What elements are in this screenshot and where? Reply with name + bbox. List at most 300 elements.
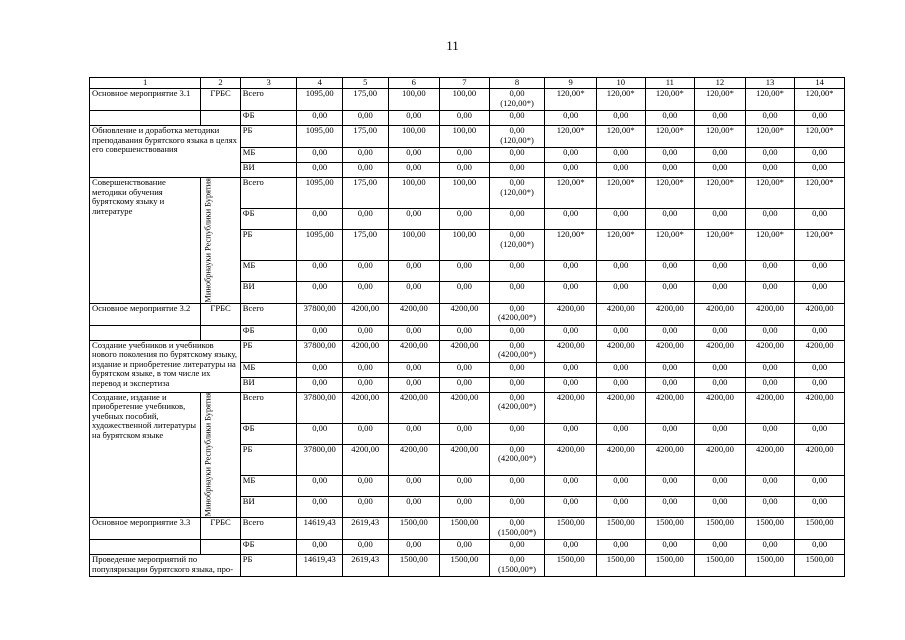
value-cell: [695, 325, 746, 340]
value-cell: [795, 392, 845, 423]
value-cell: [388, 377, 440, 392]
value-text: 0,00: [662, 496, 678, 506]
value-text: 0,00: [563, 475, 579, 485]
value-cell: [645, 325, 695, 340]
value-text: 2619,43: [351, 554, 380, 565]
value-cell: [745, 325, 795, 340]
source-cell: Всего: [240, 303, 297, 325]
value-text: 0,00: [456, 362, 472, 372]
value-text: 14619,43: [303, 517, 336, 528]
value-cell: [745, 303, 795, 325]
value-text: 120,00*: [606, 125, 635, 135]
value-text: 0,00: [312, 208, 328, 219]
value-text: 0,00: [762, 377, 778, 387]
value-cell: [645, 444, 695, 475]
value-text: 0,00: [762, 208, 778, 219]
value-cell: [297, 540, 343, 555]
value-text: 120,00*: [756, 177, 784, 187]
value-cell: [596, 89, 645, 111]
value-cell: [695, 178, 746, 209]
value-cell: [388, 282, 440, 303]
value-text: 0,00: [812, 147, 828, 157]
value-cell: [596, 282, 645, 303]
value-text: 4200,00: [756, 392, 784, 402]
value-text: 0,00: [613, 162, 629, 172]
value-text: 1095,00: [305, 229, 334, 240]
value-text: 100,00: [452, 229, 477, 240]
value-text: 0,00: [357, 325, 373, 335]
value-text: 0,00: [406, 162, 422, 172]
value-text: 1095,00: [305, 88, 334, 98]
value-cell: [645, 377, 695, 392]
value-cell: [745, 496, 795, 517]
value-text: 0,00: [509, 362, 525, 372]
table-row: [90, 178, 845, 209]
value-text: 1095,00: [305, 125, 334, 135]
value-cell: [795, 496, 845, 517]
value-text: 0,00: [762, 325, 778, 335]
value-cell: [545, 126, 597, 148]
value-text: 4200,00: [351, 340, 380, 350]
value-text: 2619,43: [351, 517, 380, 528]
value-cell: [440, 392, 490, 423]
value-cell: [795, 540, 845, 555]
source-cell: ФБ: [240, 540, 297, 555]
measure-name-cell: Основное мероприятие 3.2: [90, 303, 201, 325]
value-cell: [545, 178, 597, 209]
value-cell: [795, 555, 845, 577]
value-text: 0,00: [456, 281, 472, 292]
value-cell: [695, 126, 746, 148]
value-cell: [545, 325, 597, 340]
value-cell: [745, 444, 795, 475]
reserve-value-text: (4200,00*): [498, 401, 536, 412]
value-text: 4200,00: [606, 444, 635, 454]
value-text: 4200,00: [756, 340, 784, 350]
value-cell: [342, 325, 388, 340]
value-cell: [388, 555, 440, 577]
value-text: 120,00*: [606, 229, 635, 240]
value-cell: [745, 126, 795, 148]
value-text: 0,00: [712, 475, 728, 485]
value-text: 100,00: [402, 88, 426, 98]
value-cell: [695, 340, 746, 362]
value-text: 0,00: [456, 162, 472, 172]
value-cell: [695, 89, 746, 111]
value-text: 0,00: [762, 362, 778, 372]
value-text: 0,00: [712, 377, 728, 387]
value-cell: [297, 377, 343, 392]
value-cell: [489, 261, 545, 282]
value-cell: [695, 392, 746, 423]
value-text: 0,00: [406, 423, 422, 433]
value-text: 0,00: [812, 362, 828, 372]
value-cell: [596, 362, 645, 377]
value-text: 4200,00: [756, 444, 784, 454]
value-cell: [795, 148, 845, 163]
value-text: 0,00: [662, 325, 678, 335]
value-text: 4200,00: [351, 303, 380, 313]
value-text: 4200,00: [450, 340, 479, 350]
value-text: 0,00: [509, 475, 525, 485]
value-cell: [440, 377, 490, 392]
value-cell: [297, 362, 343, 377]
value-cell: [489, 126, 545, 148]
value-text: 14619,43: [303, 554, 336, 565]
value-cell: [489, 518, 545, 540]
page-number: 11: [446, 38, 459, 53]
value-text: 0,00: [509, 162, 525, 172]
value-text: 0,00: [312, 162, 328, 172]
value-text: 100,00: [452, 125, 477, 135]
value-text: 0,00: [312, 423, 328, 433]
table-row: [90, 325, 845, 340]
value-cell: [745, 111, 795, 126]
value-cell: [388, 230, 440, 261]
value-text: 0,00: [662, 539, 678, 550]
value-cell: [489, 230, 545, 261]
value-cell: [489, 392, 545, 423]
value-cell: [342, 261, 388, 282]
value-cell: [795, 340, 845, 362]
value-text: 120,00*: [756, 125, 784, 135]
value-cell: [695, 444, 746, 475]
value-text: 1500,00: [705, 554, 734, 565]
value-cell: [596, 423, 645, 444]
value-cell: [342, 209, 388, 230]
value-cell: [795, 209, 845, 230]
value-cell: [695, 261, 746, 282]
value-text: 0,00: [563, 377, 579, 387]
value-cell: [596, 163, 645, 178]
value-cell: [388, 540, 440, 555]
value-text: 0,00: [762, 281, 778, 292]
value-cell: [596, 325, 645, 340]
value-text: 1500,00: [450, 517, 479, 528]
column-number-cell: 13: [745, 78, 795, 89]
value-text: 0,00: [456, 110, 472, 120]
value-text: 0,00: [613, 260, 629, 271]
value-cell: [795, 377, 845, 392]
value-cell: [695, 148, 746, 163]
value-cell: [297, 496, 343, 517]
value-text: 37800,00: [303, 392, 336, 402]
value-text: 0,00: [662, 260, 678, 271]
value-cell: [545, 555, 597, 577]
value-text: 0,00: [613, 110, 629, 120]
value-text: 4200,00: [351, 444, 380, 454]
value-cell: [545, 89, 597, 111]
value-cell: [440, 518, 490, 540]
table-row: [90, 111, 845, 126]
table-row: [90, 340, 845, 362]
value-text: 120,00*: [805, 229, 834, 240]
value-cell: [440, 163, 490, 178]
value-cell: [795, 282, 845, 303]
value-cell: [342, 178, 388, 209]
value-text: 0,00: [406, 281, 422, 292]
value-text: 4200,00: [805, 303, 834, 313]
column-number-cell: 6: [388, 78, 440, 89]
value-cell: [745, 209, 795, 230]
value-text: 120,00*: [556, 177, 585, 187]
value-text: 4200,00: [399, 340, 428, 350]
value-cell: [489, 111, 545, 126]
value-text: 0,00: [662, 147, 678, 157]
value-cell: [440, 362, 490, 377]
value-text: 0,00: [509, 110, 525, 120]
value-cell: [545, 496, 597, 517]
executor-cell: [201, 540, 240, 555]
value-cell: [297, 126, 343, 148]
table-row: [90, 555, 845, 577]
value-cell: [440, 444, 490, 475]
value-text: 0,00: [312, 475, 328, 485]
value-cell: [596, 230, 645, 261]
value-text: 0,00: [456, 208, 472, 219]
value-cell: [596, 496, 645, 517]
column-number-cell: 12: [695, 78, 746, 89]
value-cell: [645, 423, 695, 444]
value-cell: [342, 340, 388, 362]
measure-name-cell: Проведение мероприятий по популяризации бурятского языка, про-: [90, 555, 241, 577]
value-cell: [342, 518, 388, 540]
value-cell: [596, 111, 645, 126]
value-cell: [489, 377, 545, 392]
value-text: 0,00: [509, 125, 525, 135]
executor-cell: Минобрнауки Республики Бурятия: [201, 178, 240, 304]
value-text: 0,00: [563, 362, 579, 372]
value-text: 0,00: [509, 177, 525, 187]
value-cell: [297, 282, 343, 303]
value-cell: [745, 261, 795, 282]
value-cell: [695, 163, 746, 178]
value-cell: [297, 555, 343, 577]
value-text: 0,00: [613, 423, 629, 433]
reserve-value-text: (4200,00*): [498, 312, 536, 323]
value-text: 175,00: [353, 177, 378, 187]
source-cell: ВИ: [240, 163, 297, 178]
value-cell: [489, 475, 545, 496]
value-cell: [545, 303, 597, 325]
value-cell: [489, 444, 545, 475]
value-cell: [596, 178, 645, 209]
value-cell: [489, 89, 545, 111]
value-text: 0,00: [712, 110, 728, 120]
value-text: 0,00: [812, 539, 828, 550]
value-cell: [645, 475, 695, 496]
value-text: 0,00: [613, 377, 629, 387]
value-cell: [645, 540, 695, 555]
value-cell: [342, 496, 388, 517]
value-text: 0,00: [406, 260, 422, 271]
value-cell: [645, 362, 695, 377]
value-text: 4200,00: [606, 392, 635, 402]
value-cell: [440, 178, 490, 209]
value-cell: [645, 178, 695, 209]
value-text: 0,00: [406, 539, 422, 550]
value-cell: [645, 89, 695, 111]
value-text: 0,00: [613, 496, 629, 506]
value-cell: [745, 475, 795, 496]
value-text: 0,00: [509, 260, 525, 271]
value-text: 0,00: [357, 377, 373, 387]
value-cell: [745, 230, 795, 261]
value-text: 4200,00: [705, 392, 734, 402]
value-text: 4200,00: [399, 303, 428, 313]
value-cell: [440, 230, 490, 261]
value-cell: [596, 555, 645, 577]
value-text: 0,00: [762, 147, 778, 157]
value-text: 0,00: [357, 496, 373, 506]
value-cell: [795, 475, 845, 496]
value-cell: [745, 518, 795, 540]
table-row: [90, 392, 845, 423]
value-text: 120,00*: [805, 177, 834, 187]
value-cell: [489, 209, 545, 230]
value-cell: [388, 444, 440, 475]
value-cell: [489, 282, 545, 303]
value-text: 0,00: [812, 208, 828, 219]
value-text: 4200,00: [756, 303, 784, 313]
value-text: 0,00: [762, 162, 778, 172]
value-cell: [342, 126, 388, 148]
column-number-cell: 14: [795, 78, 845, 89]
value-cell: [342, 303, 388, 325]
source-cell: ФБ: [240, 111, 297, 126]
table-row: [90, 540, 845, 555]
value-cell: [795, 111, 845, 126]
value-text: 0,00: [563, 325, 579, 335]
value-cell: [745, 163, 795, 178]
value-text: 120,00*: [705, 88, 734, 98]
value-cell: [388, 362, 440, 377]
value-text: 120,00*: [606, 88, 635, 98]
source-cell: МБ: [240, 475, 297, 496]
value-cell: [745, 178, 795, 209]
value-cell: [297, 444, 343, 475]
value-cell: [596, 444, 645, 475]
value-cell: [695, 209, 746, 230]
value-text: 0,00: [509, 496, 525, 506]
value-text: 1095,00: [305, 177, 334, 187]
value-cell: [695, 555, 746, 577]
value-text: 120,00*: [756, 229, 784, 240]
value-text: 0,00: [762, 475, 778, 485]
value-cell: [297, 423, 343, 444]
value-text: 0,00: [456, 423, 472, 433]
value-text: 4200,00: [805, 340, 834, 350]
measure-name-cell: Обновление и доработка методики преподавания бурятского языка в целях его совершенствования: [90, 126, 241, 178]
measure-name-cell: [90, 111, 201, 126]
value-text: 0,00: [406, 110, 422, 120]
value-cell: [342, 555, 388, 577]
column-number-cell: 11: [645, 78, 695, 89]
source-cell: Всего: [240, 178, 297, 209]
value-text: 120,00*: [756, 88, 784, 98]
source-cell: ФБ: [240, 209, 297, 230]
value-text: 1500,00: [655, 554, 684, 565]
source-cell: МБ: [240, 148, 297, 163]
column-number-cell: 10: [596, 78, 645, 89]
value-text: 0,00: [456, 475, 472, 485]
column-number-cell: 5: [342, 78, 388, 89]
value-text: 120,00*: [705, 125, 734, 135]
reserve-value-text: (1500,00*): [498, 526, 536, 537]
value-text: 0,00: [509, 377, 525, 387]
value-text: 4200,00: [556, 444, 585, 454]
value-cell: [297, 111, 343, 126]
value-text: 0,00: [662, 162, 678, 172]
value-cell: [745, 540, 795, 555]
value-text: 0,00: [406, 475, 422, 485]
value-cell: [545, 261, 597, 282]
value-cell: [440, 325, 490, 340]
value-text: 0,00: [613, 208, 629, 219]
value-cell: [596, 126, 645, 148]
value-text: 0,00: [812, 110, 828, 120]
value-cell: [645, 209, 695, 230]
value-cell: [596, 303, 645, 325]
value-cell: [297, 261, 343, 282]
value-cell: [297, 163, 343, 178]
value-cell: [545, 230, 597, 261]
column-number-cell: 1: [90, 78, 201, 89]
value-text: 4200,00: [556, 303, 585, 313]
value-text: 0,00: [456, 377, 472, 387]
value-text: 0,00: [662, 423, 678, 433]
value-cell: [545, 475, 597, 496]
value-cell: [388, 392, 440, 423]
reserve-value-text: (120,00*): [500, 238, 534, 249]
value-text: 0,00: [312, 539, 328, 550]
column-number-cell: 2: [201, 78, 240, 89]
value-cell: [297, 148, 343, 163]
executor-cell: [201, 325, 240, 340]
value-text: 0,00: [563, 147, 579, 157]
source-cell: Всего: [240, 89, 297, 111]
value-text: 120,00*: [556, 88, 585, 98]
value-text: 4200,00: [655, 303, 684, 313]
value-cell: [342, 282, 388, 303]
value-text: 100,00: [452, 177, 477, 187]
value-text: 0,00: [509, 147, 525, 157]
value-cell: [695, 111, 746, 126]
value-cell: [342, 89, 388, 111]
value-cell: [645, 392, 695, 423]
value-cell: [388, 126, 440, 148]
value-text: 0,00: [662, 475, 678, 485]
value-text: 0,00: [712, 362, 728, 372]
value-text: 0,00: [357, 260, 373, 271]
value-text: 4200,00: [399, 392, 428, 402]
value-cell: [440, 209, 490, 230]
value-text: 0,00: [563, 423, 579, 433]
reserve-value-text: (120,00*): [500, 97, 534, 108]
value-text: 100,00: [402, 229, 426, 240]
executor-cell: Минобрнауки Республики Бурятия: [201, 392, 240, 518]
executor-cell: [201, 111, 240, 126]
value-cell: [342, 540, 388, 555]
value-text: 1500,00: [705, 517, 734, 528]
value-cell: [545, 377, 597, 392]
value-text: 120,00*: [655, 229, 684, 240]
value-text: 120,00*: [655, 125, 684, 135]
value-text: 4200,00: [556, 340, 585, 350]
value-cell: [645, 163, 695, 178]
value-text: 0,00: [509, 444, 525, 454]
value-text: 4200,00: [705, 340, 734, 350]
